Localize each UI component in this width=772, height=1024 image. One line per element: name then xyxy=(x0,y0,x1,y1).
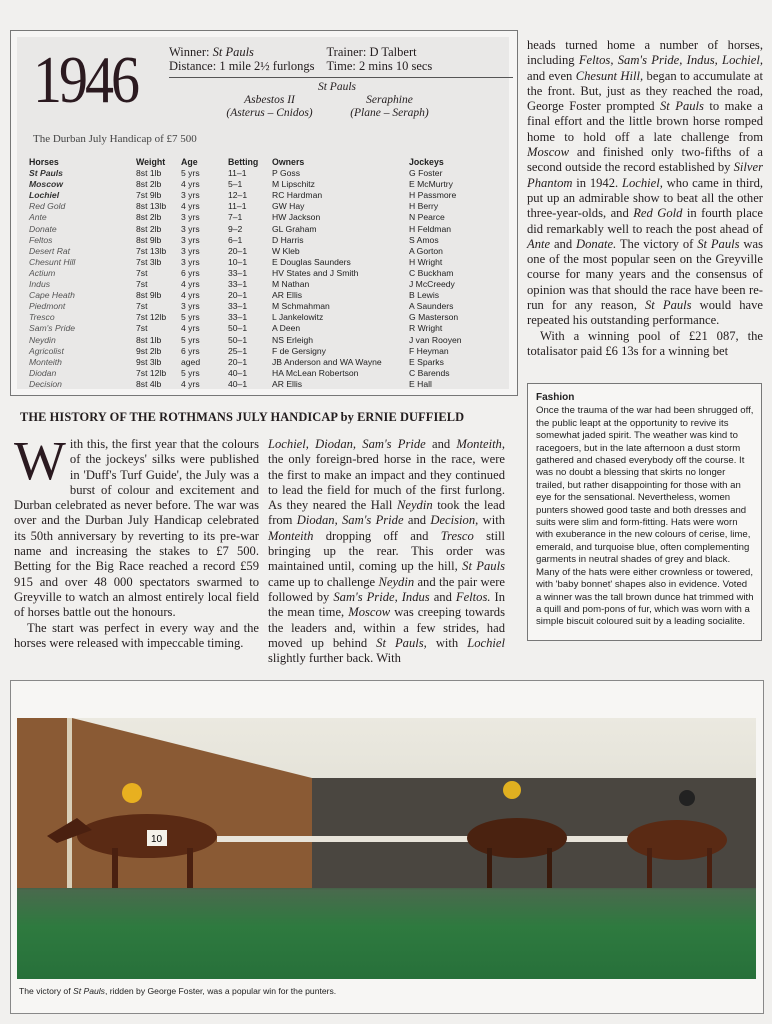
table-cell: Donate xyxy=(29,223,57,234)
column-header: Betting xyxy=(228,157,259,167)
table-cell: 7st 13lb xyxy=(136,245,167,256)
horse-name: Monteith xyxy=(456,437,502,451)
text-run: The start was perfect in every way and the horses were released with impeccable timing. xyxy=(14,620,259,650)
table-cell: 4 yrs xyxy=(181,290,200,301)
text-run: was one of the most popular seen on the Greyville course for many years and the consensus of opinion was that should the race have been re-run for any reason, xyxy=(527,236,763,313)
table-cell: E McMurtry xyxy=(409,179,453,190)
horse-name: Diodan, Sam's Pride xyxy=(296,513,404,528)
race-summary-box xyxy=(10,30,518,396)
table-cell: 7st xyxy=(136,267,148,278)
table-cell: 3 yrs xyxy=(181,245,200,256)
time-label: Time: xyxy=(326,59,356,73)
text-run: in fourth place did remarkably well to reach the post ahead of xyxy=(527,206,763,236)
fashion-sidebar xyxy=(527,383,762,641)
text-run: who came in third, put up an admirable show to beat all the other three-year-olds, and xyxy=(527,175,764,221)
table-cell: 9–2 xyxy=(228,223,243,234)
race-meta xyxy=(169,45,432,73)
table-cell: St Pauls xyxy=(29,168,63,179)
table-cell: 3 yrs xyxy=(181,190,200,201)
table-cell: NS Erleigh xyxy=(272,334,314,345)
caption-text-end: , ridden by George Foster, was a popular win for the punters. xyxy=(104,986,337,996)
caption-text: The victory of xyxy=(19,986,73,996)
text-run: In the mean time, xyxy=(268,589,505,620)
winner-value: St Pauls xyxy=(212,45,254,59)
text-run: in 1942. xyxy=(572,175,622,190)
column-header: Weight xyxy=(136,157,166,167)
table-row xyxy=(29,201,489,212)
table-cell: A Deen xyxy=(272,323,301,334)
table-cell: Piedmont xyxy=(29,301,66,312)
table-header-row xyxy=(29,157,489,168)
table-cell: 4 yrs xyxy=(181,201,200,212)
divider xyxy=(169,77,513,78)
table-cell: Tresco xyxy=(29,312,55,323)
table-cell: 3 yrs xyxy=(181,301,200,312)
table-cell: H Passmore xyxy=(409,190,457,201)
table-cell: Cape Heath xyxy=(29,290,75,301)
text-run: and xyxy=(425,437,457,451)
runners-table xyxy=(29,157,489,390)
table-row xyxy=(29,379,489,390)
table-cell: 8st 1lb xyxy=(136,168,162,179)
text-run: took the lead from xyxy=(268,498,506,528)
table-row xyxy=(29,190,489,201)
table-cell: aged xyxy=(181,356,201,367)
table-cell: Monteith xyxy=(29,356,62,367)
text-run: came up to challenge xyxy=(268,574,379,589)
race-photo xyxy=(17,718,756,979)
paragraph xyxy=(14,621,259,652)
table-cell: 7st 12lb xyxy=(136,312,167,323)
horse-name: Lochiel xyxy=(467,635,505,650)
table-cell: 50–1 xyxy=(228,334,248,345)
table-cell: GL Graham xyxy=(272,223,317,234)
table-cell: 7st 9lb xyxy=(136,190,162,201)
horse-name: Lochiel, Diodan, Sam's Pride xyxy=(268,437,426,451)
table-cell: 20–1 xyxy=(228,290,248,301)
table-cell: 7st xyxy=(136,323,148,334)
winner-label: Winner: xyxy=(169,45,210,59)
trainer-line xyxy=(326,45,432,59)
table-cell: 9st 2lb xyxy=(136,345,162,356)
table-cell: 20–1 xyxy=(228,245,248,256)
table-cell: G Masterson xyxy=(409,312,459,323)
table-cell: Neydin xyxy=(29,334,56,345)
table-row xyxy=(29,290,489,301)
winner-line xyxy=(169,45,314,59)
table-cell: 8st 2lb xyxy=(136,179,162,190)
table-cell: 5 yrs xyxy=(181,312,200,323)
text-run: to make a final effort and the little brown horse romped home to hold off a late challenge from xyxy=(527,99,763,144)
column-header: Horses xyxy=(29,157,59,167)
table-cell: 25–1 xyxy=(228,345,248,356)
table-cell: E Hall xyxy=(409,378,432,389)
table-cell: 7st xyxy=(136,301,148,312)
paragraph xyxy=(527,329,763,360)
table-cell: J van Rooyen xyxy=(409,334,462,345)
time-line xyxy=(326,59,432,73)
photo-caption xyxy=(19,986,336,996)
table-row xyxy=(29,335,489,346)
table-cell: N Pearce xyxy=(409,212,445,223)
table-cell: Red Gold xyxy=(29,201,66,212)
horse-name: St Pauls xyxy=(697,236,740,251)
table-cell: 6 yrs xyxy=(181,267,200,278)
table-cell: AR Ellis xyxy=(272,378,303,389)
table-row xyxy=(29,235,489,246)
text-run: with xyxy=(426,635,468,650)
table-cell: 33–1 xyxy=(228,279,248,290)
table-cell: 3 yrs xyxy=(181,234,200,245)
table-cell: 7–1 xyxy=(228,212,243,223)
table-row xyxy=(29,346,489,357)
horse-name: Ante xyxy=(527,236,551,251)
table-cell: Agricolist xyxy=(29,345,64,356)
trainer-value: D Talbert xyxy=(369,45,417,59)
table-cell: E Douglas Saunders xyxy=(272,256,351,267)
table-cell: P Goss xyxy=(272,168,301,179)
table-row xyxy=(29,246,489,257)
text-run: ith this, the first year that the colours of the jockeys' silks were published in 'Duff's Turf Guide', the July was a burst of colour and excitement and Durban celebrated as never before. The war was over and the Durban July Handicap celebrated its 50th anniversary by reverting to its pre-war name and increasing the stakes to £7 500. Betting for the Big Race reached a record £59 915 and over 48 000 spectators swarmed to Greyville to watch an almost entirely local field of horses battle out the honours. xyxy=(14,437,259,620)
table-cell: A Saunders xyxy=(409,301,454,312)
table-cell: 5 yrs xyxy=(181,367,200,378)
table-cell: 3 yrs xyxy=(181,212,200,223)
table-cell: 7st 3lb xyxy=(136,256,162,267)
table-cell: D Harris xyxy=(272,234,304,245)
table-row xyxy=(29,212,489,223)
time-value: 2 mins 10 secs xyxy=(359,59,433,73)
table-cell: Desert Rat xyxy=(29,245,71,256)
text-run: was creeping towards the leaders and, within a few strides, had moved up behind xyxy=(268,605,505,650)
horse-name: Moscow xyxy=(527,145,569,160)
horse-name: Feltos, Sam's Pride, Indus, Lochiel, xyxy=(578,53,763,68)
table-cell: M Lipschitz xyxy=(272,179,315,190)
table-cell: 6–1 xyxy=(228,234,243,245)
table-cell: AR Ellis xyxy=(272,290,303,301)
table-cell: C Buckham xyxy=(409,267,454,278)
rail xyxy=(217,836,667,842)
table-cell: 40–1 xyxy=(228,378,248,389)
table-cell: F Heyman xyxy=(409,345,449,356)
table-cell: G Foster xyxy=(409,168,443,179)
table-cell: 20–1 xyxy=(228,356,248,367)
race-title: The Durban July Handicap of £7 500 xyxy=(33,133,197,145)
table-cell: Decision xyxy=(29,378,62,389)
trainer-label: Trainer: xyxy=(326,45,367,59)
table-row xyxy=(29,368,489,379)
table-cell: R Wright xyxy=(409,323,443,334)
table-cell: Indus xyxy=(29,279,51,290)
text-run: began to accumulate at the front. But, just as they reached the road, George Foster prompted xyxy=(527,68,763,114)
table-cell: HA McLean Robertson xyxy=(272,367,359,378)
pedigree-horse: St Pauls xyxy=(317,81,356,93)
table-row xyxy=(29,279,489,290)
horse-name: Tresco xyxy=(440,528,474,543)
table-cell: 40–1 xyxy=(228,367,248,378)
horse-name: St Pauls xyxy=(645,298,692,313)
table-cell: RC Hardman xyxy=(272,190,323,201)
distance-label: Distance: xyxy=(169,59,217,73)
table-cell: C Barends xyxy=(409,367,450,378)
table-cell: Feltos xyxy=(29,234,53,245)
article-heading: THE HISTORY OF THE ROTHMANS JULY HANDICAP by ERNIE DUFFIELD xyxy=(20,410,465,424)
table-cell: Lochiel xyxy=(29,190,60,201)
table-cell: 7st xyxy=(136,279,148,290)
dam-parents: (Plane – Seraph) xyxy=(350,107,429,119)
table-cell: 12–1 xyxy=(228,190,248,201)
table-cell: 4 yrs xyxy=(181,378,200,389)
text-run: , with xyxy=(475,513,505,528)
horse-name: St Pauls xyxy=(659,99,704,114)
horse-name: Chesunt Hill, xyxy=(575,68,644,83)
table-cell: Moscow xyxy=(29,179,63,190)
table-cell: JB Anderson and WA Wayne xyxy=(272,356,382,367)
table-cell: H Feldman xyxy=(409,223,452,234)
horse-name: Monteith xyxy=(268,528,314,543)
text-run: would have repeated his outstanding performance. xyxy=(527,298,763,328)
table-cell: 5 yrs xyxy=(181,168,200,179)
table-cell: Ante xyxy=(29,212,47,223)
article-column-left xyxy=(14,430,259,651)
horse-name: Neydin xyxy=(396,498,433,513)
table-cell: Sam's Pride xyxy=(29,323,76,334)
table-cell: 9st 3lb xyxy=(136,356,162,367)
table-cell: E Sparks xyxy=(409,356,444,367)
table-cell: 50–1 xyxy=(228,323,248,334)
text-run: and finished only two-fifths of a second outside the record established by xyxy=(527,145,763,175)
paragraph xyxy=(527,38,763,329)
grandstand-post xyxy=(67,718,72,888)
table-row xyxy=(29,168,489,179)
distance-line xyxy=(169,59,314,73)
text-run: The victory of xyxy=(616,236,698,251)
table-cell: 8st 2lb xyxy=(136,223,162,234)
drop-cap: W xyxy=(14,430,66,491)
table-cell: 5 yrs xyxy=(181,334,200,345)
table-cell: GW Hay xyxy=(272,201,305,212)
horse-name: Lochiel, xyxy=(621,175,663,190)
dam-name: Seraphine xyxy=(366,94,413,106)
horse-name: Silver Phantom xyxy=(527,160,763,190)
horse-name: Feltos. xyxy=(455,589,491,604)
horse-name: Moscow xyxy=(348,605,391,620)
table-cell: 33–1 xyxy=(228,267,248,278)
table-cell: HV States and J Smith xyxy=(272,267,359,278)
table-cell: 3 yrs xyxy=(181,223,200,234)
pedigree-dam xyxy=(332,94,447,120)
table-cell: Chesunt Hill xyxy=(29,256,76,267)
fashion-text: Once the trauma of the war had been shrugged off, the public leapt at the opportunity to revive its somewhat jaded spirit. The weather was kind to racegoers, but in the late afternoon a dust storm gathered and chased everybody off the course. It was no doubt a blessing that skirts no longer trailed, but rather disappointing for those with an eye for the sensational. Nevertheless, women punters showed good taste and both dresses and suits were slim and form-fitting. Hats were worn with exuberance in the new colours of cerise, lime, emerald, and turquoise blue, often complementing garments in neutral shades of grey and black. Many of the hats were either crownless or towered, with 'baby bonnet' shapes also in evidence. Voted a winner was the tall brown dunce hat trimmed with a quill and pom-pons of fur, which was worn with a simple biscuit coloured suit by a leading socialite. xyxy=(536,405,754,628)
table-row xyxy=(29,179,489,190)
saddle-cloth-number: 10 xyxy=(151,834,163,845)
table-cell: 6 yrs xyxy=(181,345,200,356)
fashion-title: Fashion xyxy=(536,392,575,403)
table-cell: M Schmahman xyxy=(272,301,330,312)
sire-parents: (Asterus – Cnidos) xyxy=(226,107,313,119)
race-year: 1946 xyxy=(33,42,137,118)
table-row xyxy=(29,323,489,334)
text-run: and xyxy=(550,236,576,251)
table-cell: W Kleb xyxy=(272,245,300,256)
table-cell: S Amos xyxy=(409,234,439,245)
horse-name: St Pauls xyxy=(462,559,505,574)
text-run: dropping off and xyxy=(313,528,441,543)
text-run: heads turned home a number of horses, including xyxy=(527,38,763,68)
table-row xyxy=(29,224,489,235)
table-cell: H Berry xyxy=(409,201,439,212)
sire-name: Asbestos II xyxy=(244,94,295,106)
text-run: , the only foreign-bred horse in the race, were the first to make an impact and they continued to lead the field for much of the first furlong. As they neared the Hall xyxy=(268,437,506,513)
table-cell: F de Gersigny xyxy=(272,345,326,356)
horse-name: St Pauls, xyxy=(376,635,427,650)
column-header: Owners xyxy=(272,157,305,167)
table-cell: 8st 4lb xyxy=(136,378,162,389)
race-photo-illustration xyxy=(17,718,756,979)
table-cell: Diodan xyxy=(29,367,57,378)
text-run: and even xyxy=(527,68,576,83)
paragraph xyxy=(268,437,505,666)
table-cell: 11–1 xyxy=(228,201,247,212)
table-cell: 4 yrs xyxy=(181,179,200,190)
article-column-middle xyxy=(268,437,505,666)
grandstand xyxy=(17,718,312,888)
table-cell: 5–1 xyxy=(228,179,243,190)
table-cell: 4 yrs xyxy=(181,279,200,290)
text-run: and the pair were followed by xyxy=(268,574,505,604)
pedigree-sire xyxy=(212,94,327,120)
table-cell: 8st 9lb xyxy=(136,290,162,301)
table-cell: Actium xyxy=(29,267,56,278)
table-cell: 33–1 xyxy=(228,301,248,312)
horse-name: Neydin xyxy=(378,574,415,589)
text-run: still bringing up the rear. This order was maintained until, coming up the hill, xyxy=(268,528,506,574)
race-summary-panel xyxy=(17,37,509,389)
table-row xyxy=(29,357,489,368)
table-cell: B Lewis xyxy=(409,290,440,301)
horse-name: Donate. xyxy=(576,236,617,251)
table-cell: H Wright xyxy=(409,256,443,267)
horse-name: Red Gold xyxy=(633,206,683,221)
table-cell: HW Jackson xyxy=(272,212,321,223)
article-column-right xyxy=(527,38,763,359)
table-cell: L Jankelowitz xyxy=(272,312,324,323)
table-cell: A Gorton xyxy=(409,245,443,256)
photo-frame xyxy=(10,680,764,1014)
table-cell: 8st 9lb xyxy=(136,234,162,245)
table-cell: M Nathan xyxy=(272,279,310,290)
text-run: and xyxy=(429,589,456,604)
table-cell: 7st 12lb xyxy=(136,367,167,378)
table-cell: 8st 1lb xyxy=(136,334,162,345)
caption-horse: St Pauls xyxy=(72,986,105,996)
table-cell: 8st 13lb xyxy=(136,201,167,212)
text-run: slightly further back. With xyxy=(268,651,401,666)
table-cell: 3 yrs xyxy=(181,256,200,267)
table-cell: 10–1 xyxy=(228,256,248,267)
column-header: Age xyxy=(181,157,198,167)
horse-name: Sam's Pride, Indus xyxy=(333,589,430,604)
table-row xyxy=(29,301,489,312)
table-cell: 4 yrs xyxy=(181,323,200,334)
column-header: Jockeys xyxy=(409,157,444,167)
distance-value: 1 mile 2½ furlongs xyxy=(219,59,315,73)
table-cell: 8st 2lb xyxy=(136,212,162,223)
table-row xyxy=(29,257,489,268)
table-cell: 11–1 xyxy=(228,168,247,179)
table-row xyxy=(29,268,489,279)
table-cell: J McCreedy xyxy=(409,279,455,290)
table-row xyxy=(29,312,489,323)
text-run: and xyxy=(403,513,431,528)
horse-name: Decision xyxy=(430,513,476,528)
table-cell: 33–1 xyxy=(228,312,248,323)
text-run: With a winning pool of £21 087, the totalisator paid £6 13s for a winning bet xyxy=(527,328,763,358)
